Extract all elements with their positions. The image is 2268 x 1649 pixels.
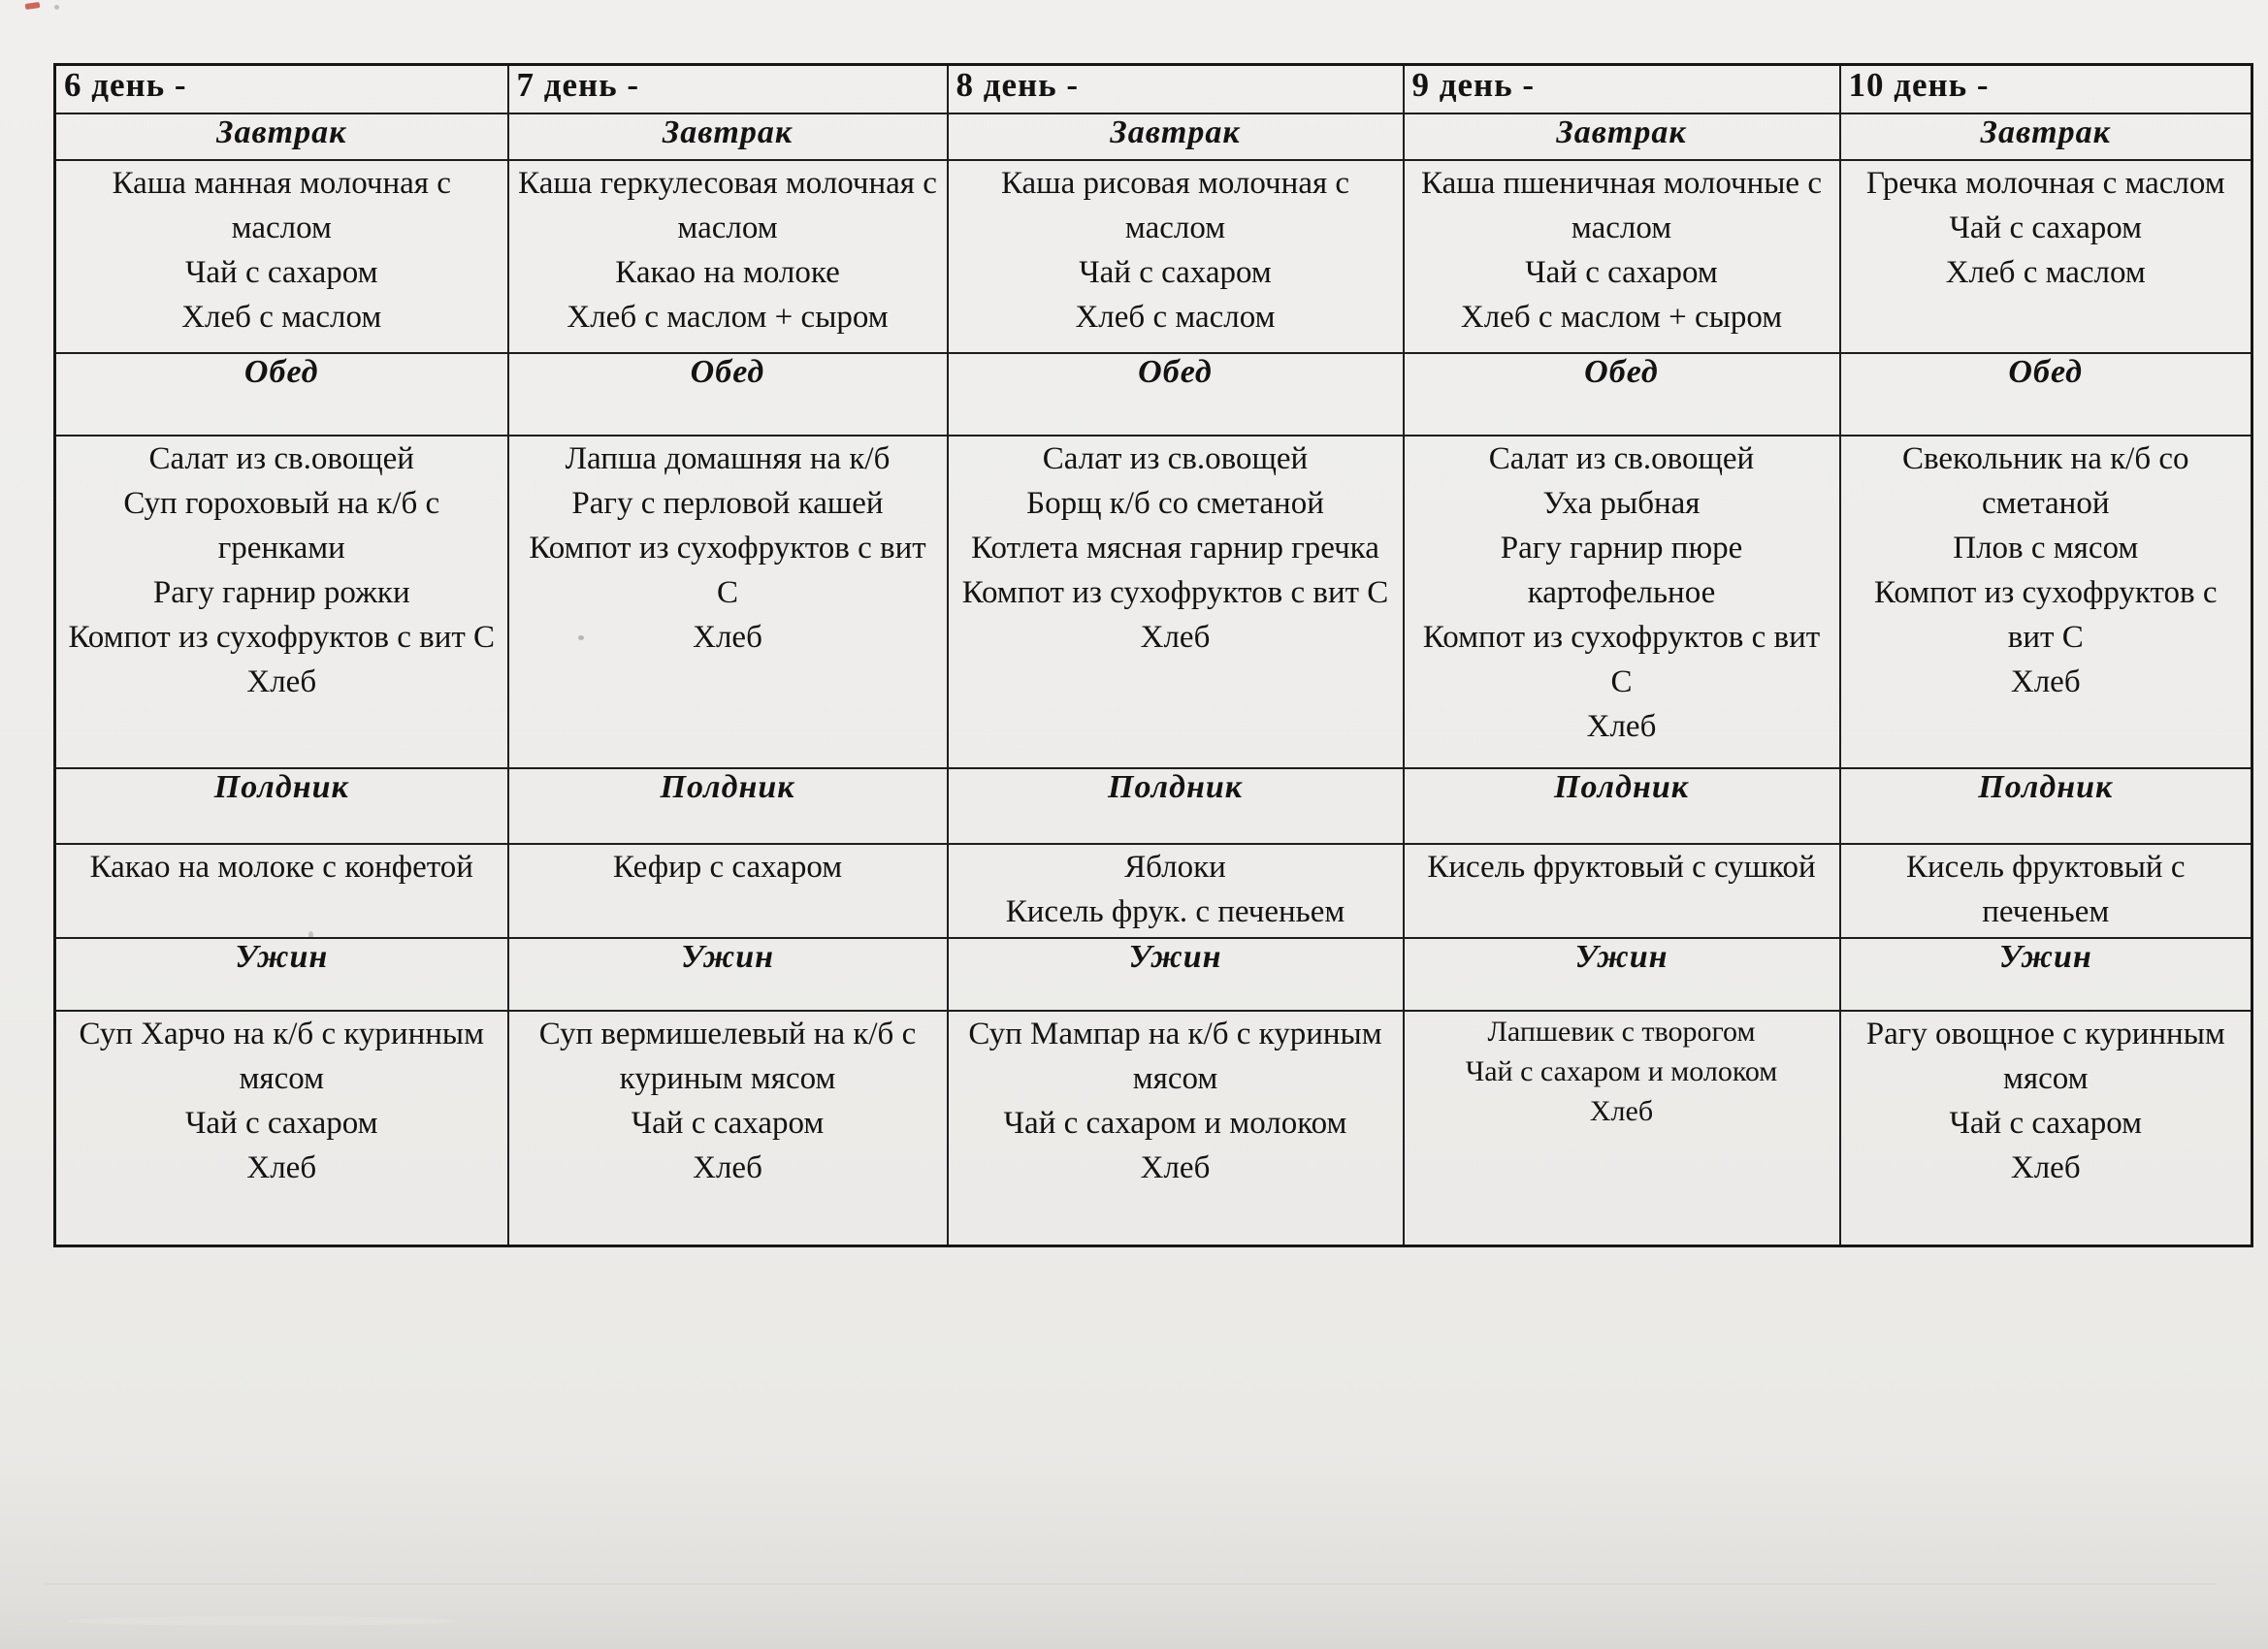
dish-line: Кисель фрук. с печеньем <box>1005 893 1345 929</box>
day-header: 7 день - <box>508 65 948 113</box>
section-label-dinner: Ужин <box>1840 938 2252 1011</box>
dish-line: Уха рыбная <box>1542 485 1701 521</box>
dish-line: Хлеб с маслом <box>1075 299 1276 335</box>
dish-line: Гречка молочная с маслом <box>1865 165 2225 201</box>
dish-line: Хлеб <box>693 1149 762 1185</box>
section-label-breakfast: Завтрак <box>948 113 1404 160</box>
section-label-snack: Полдник <box>508 768 948 844</box>
section-label-row-dinner <box>55 938 2252 1011</box>
day-header: 8 день - <box>948 65 1404 113</box>
section-label-row-lunch <box>55 353 2252 436</box>
day-header: 6 день - <box>55 65 508 113</box>
meal-cell-dinner <box>948 1011 1404 1246</box>
dish-line: Салат из св.овощей <box>1488 440 1755 476</box>
meal-cell-dinner <box>508 1011 948 1246</box>
meal-cell-breakfast <box>948 160 1404 353</box>
section-label-breakfast: Завтрак <box>508 113 948 160</box>
dish-line: Каша манная молочная с маслом <box>112 165 451 245</box>
dish-line: Чай с сахаром <box>1949 210 2143 245</box>
dish-line: Салат из св.овощей <box>1042 440 1309 476</box>
section-label-breakfast: Завтрак <box>55 113 508 160</box>
dish-line: Свекольник на к/б со сметаной <box>1901 440 2189 521</box>
dish-line: Салат из св.овощей <box>148 440 414 476</box>
meal-cell-lunch <box>508 436 948 768</box>
dish-line: Хлеб <box>1589 1094 1654 1127</box>
dish-line: Кисель фруктовый с печеньем <box>1906 849 2186 929</box>
meal-cell-lunch <box>1840 436 2252 768</box>
meal-cell-breakfast <box>1840 160 2252 353</box>
meal-cell-breakfast <box>1404 160 1840 353</box>
dish-line: Компот из сухофруктов с вит С <box>1422 619 1821 699</box>
dish-line: Рагу с перловой кашей <box>571 485 884 521</box>
section-label-dinner: Ужин <box>508 938 948 1011</box>
dish-line: Суп Харчо на к/б с куринным мясом <box>79 1016 484 1096</box>
dish-line: Хлеб <box>693 619 762 655</box>
section-label-snack: Полдник <box>948 768 1404 844</box>
dish-line: Каша геркулесовая молочная с маслом <box>518 165 937 245</box>
dish-line: Хлеб <box>2010 663 2081 699</box>
dish-line: Суп гороховый на к/б с гренками <box>123 485 440 566</box>
dish-line: Хлеб <box>1140 619 1211 655</box>
dish-line: Компот из сухофруктов с вит С <box>529 530 926 610</box>
scan-speck <box>54 5 59 10</box>
section-content-row-breakfast <box>55 160 2252 353</box>
meal-cell-snack <box>1404 844 1840 938</box>
dish-line: Кефир с сахаром <box>612 849 843 885</box>
dish-line: Хлеб с маслом <box>181 299 382 335</box>
meal-cell-lunch <box>1404 436 1840 768</box>
meal-cell-dinner <box>1404 1011 1840 1246</box>
dish-line: Компот из сухофруктов с вит С <box>68 619 496 655</box>
section-content-row-dinner <box>55 1011 2252 1246</box>
dish-line: Хлеб с маслом + сыром <box>567 299 889 335</box>
meal-cell-dinner <box>55 1011 508 1246</box>
scan-line-artifact <box>44 1583 2217 1585</box>
dish-line: Чай с сахаром <box>184 1105 378 1141</box>
section-label-dinner: Ужин <box>55 938 508 1011</box>
scan-smudge <box>68 1616 456 1626</box>
section-label-dinner: Ужин <box>1404 938 1840 1011</box>
section-label-lunch: Обед <box>1404 353 1840 436</box>
red-scan-mark <box>25 2 41 10</box>
dish-line: Плов с мясом <box>1953 530 2139 566</box>
dish-line: Хлеб <box>246 1149 317 1185</box>
dish-line: Суп вермишелевый на к/б с куриным мясом <box>538 1016 917 1096</box>
section-label-lunch: Обед <box>508 353 948 436</box>
dish-line: Яблоки <box>1124 849 1226 885</box>
dish-line: Лапшевик с творогом <box>1487 1015 1756 1048</box>
dish-line: Компот из сухофруктов с вит С <box>961 574 1389 610</box>
menu-table <box>53 63 2253 1247</box>
meal-cell-snack <box>508 844 948 938</box>
section-label-breakfast: Завтрак <box>1840 113 2252 160</box>
dish-line: Кисель фруктовый с сушкой <box>1427 849 1816 885</box>
meal-cell-dinner <box>1840 1011 2252 1246</box>
section-label-snack: Полдник <box>55 768 508 844</box>
dish-line: Хлеб с маслом <box>1945 254 2146 290</box>
section-label-lunch: Обед <box>948 353 1404 436</box>
dish-line: Суп Мампар на к/б с куриным мясом <box>968 1016 1382 1096</box>
dish-line: Чай с сахаром <box>1949 1105 2143 1141</box>
section-label-snack: Полдник <box>1840 768 2252 844</box>
day-header: 9 день - <box>1404 65 1840 113</box>
section-label-row-breakfast <box>55 113 2252 160</box>
dish-line: Чай с сахаром <box>1525 254 1718 290</box>
dish-line: Каша рисовая молочная с маслом <box>1000 165 1350 245</box>
dish-line: Каша пшеничная молочные с маслом <box>1421 165 1822 245</box>
section-label-snack: Полдник <box>1404 768 1840 844</box>
meal-cell-breakfast <box>508 160 948 353</box>
meal-cell-breakfast <box>55 160 508 353</box>
dish-line: Чай с сахаром и молоком <box>1465 1054 1778 1087</box>
meal-cell-snack <box>55 844 508 938</box>
day-header: 10 день - <box>1840 65 2252 113</box>
dish-line: Рагу овощное с куринным мясом <box>1865 1016 2225 1096</box>
section-label-lunch: Обед <box>1840 353 2252 436</box>
dish-line: Борщ к/б со сметаной <box>1026 485 1324 521</box>
section-label-dinner: Ужин <box>948 938 1404 1011</box>
dish-line: Чай с сахаром и молоком <box>1003 1105 1347 1141</box>
section-label-breakfast: Завтрак <box>1404 113 1840 160</box>
dish-line: Хлеб с маслом + сыром <box>1460 299 1783 335</box>
meal-cell-lunch <box>948 436 1404 768</box>
dish-line: Рагу гарнир рожки <box>152 574 410 610</box>
dish-line: Какао на молоке <box>615 254 840 290</box>
dish-line: Лапша домашняя на к/б <box>565 440 891 476</box>
dish-line: Чай с сахаром <box>184 254 378 290</box>
dish-line: Хлеб <box>1586 708 1657 744</box>
meal-cell-lunch <box>55 436 508 768</box>
section-content-row-snack <box>55 844 2252 938</box>
section-label-row-snack <box>55 768 2252 844</box>
dish-line: Чай с сахаром <box>631 1105 825 1141</box>
dish-line: Хлеб <box>1140 1149 1211 1185</box>
dish-line: Хлеб <box>246 663 317 699</box>
day-header-row <box>55 65 2252 113</box>
meal-cell-snack <box>1840 844 2252 938</box>
section-label-lunch: Обед <box>55 353 508 436</box>
dish-line: Хлеб <box>2010 1149 2081 1185</box>
dish-line: Чай с сахаром <box>1079 254 1272 290</box>
dish-line: Какао на молоке с конфетой <box>89 849 473 885</box>
dish-line: Котлета мясная гарнир гречка <box>971 530 1379 566</box>
dish-line: Рагу гарнир пюре картофельное <box>1500 530 1743 610</box>
dish-line: Компот из сухофруктов с вит С <box>1874 574 2218 655</box>
section-content-row-lunch <box>55 436 2252 768</box>
meal-cell-snack <box>948 844 1404 938</box>
